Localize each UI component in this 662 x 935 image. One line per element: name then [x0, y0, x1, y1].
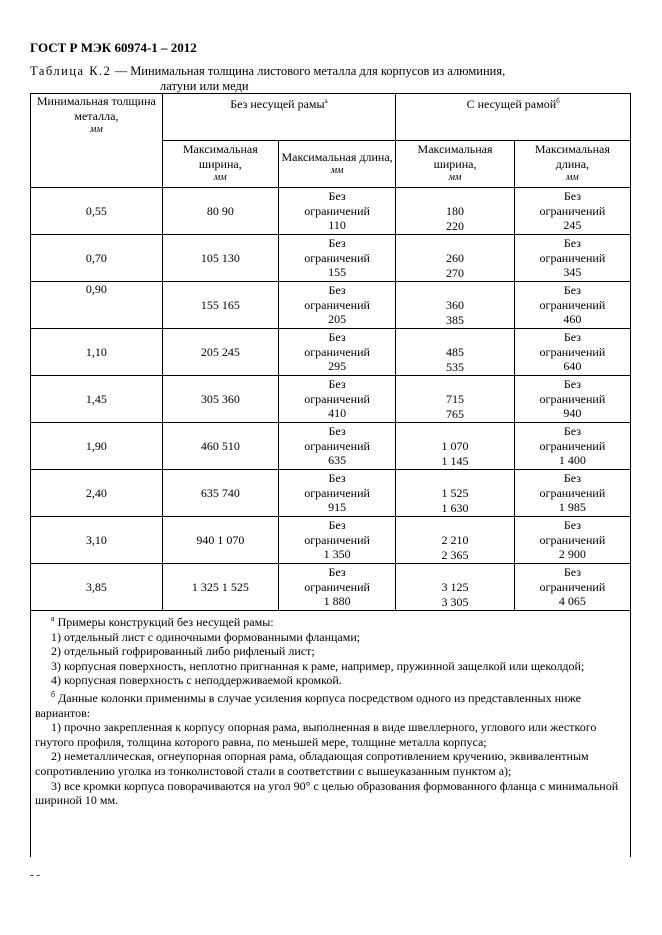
thickness-cell — [31, 517, 163, 564]
length-frame-cell — [514, 564, 630, 611]
col-header-max-width-2 — [396, 141, 515, 188]
thickness-cell-text: 0,55 — [85, 203, 107, 218]
header-row-1 — [31, 94, 631, 141]
width-no-frame-cell-text: 940 1 070 — [196, 532, 245, 547]
table-row — [31, 188, 631, 235]
width-frame-cell-text: 1 525 — [441, 486, 469, 500]
length-frame-cell-text: 2 900 — [558, 547, 586, 562]
width-no-frame-cell-text: 1 325 1 525 — [191, 579, 249, 594]
width-frame-cell — [396, 517, 515, 564]
length-no-frame-cell-text: ограничений — [304, 297, 370, 312]
group-without-label: Без несущей рамы — [230, 97, 325, 111]
length-no-frame-cell-text: 1 880 — [323, 594, 351, 609]
thickness-cell — [31, 423, 163, 470]
length-no-frame-cell-text: 915 — [328, 500, 347, 515]
length-frame-cell-text: Без — [563, 565, 581, 580]
group-with-label: С несущей рамой — [466, 97, 557, 111]
width-frame-cell — [396, 282, 515, 329]
length-no-frame-cell-text: ограничений — [304, 250, 370, 265]
thickness-cell — [31, 470, 163, 517]
thickness-cell-text: 0,90 — [85, 282, 107, 296]
thickness-cell — [31, 329, 163, 376]
caption-title-line2: латуни или меди — [160, 79, 249, 93]
length-no-frame-cell-text: Без — [328, 471, 346, 486]
table-row — [31, 564, 631, 611]
width-frame-cell-text: 3 305 — [441, 594, 469, 609]
length-frame-cell — [514, 517, 630, 564]
footnote-mark-b: б — [556, 97, 560, 105]
width-frame-cell — [396, 423, 515, 470]
thickness-cell-text: 2,40 — [85, 485, 107, 500]
width-frame-cell-text: 360 — [446, 298, 465, 312]
thickness-cell — [31, 376, 163, 423]
width-no-frame-cell-text: 80 90 — [206, 203, 234, 218]
length-no-frame-cell-text: ограничений — [304, 579, 370, 594]
width-frame-cell-text: 1 145 — [441, 453, 469, 468]
footnote-a-item-3: 3) корпусная поверхность, неплотно пригнанная к раме, например, пружинной защелкой или щеколдой; — [51, 658, 585, 673]
length-no-frame-cell-text: ограничений — [304, 344, 370, 359]
width-no-frame-cell-text: 460 510 — [200, 438, 240, 453]
length-frame-cell — [514, 423, 630, 470]
footnote-b-mark: б — [51, 689, 56, 699]
length-no-frame-cell-text: ограничений — [304, 438, 370, 453]
length-frame-cell — [514, 470, 630, 517]
width-frame-cell-text: 1 630 — [441, 500, 469, 515]
length-no-frame-cell-text: 635 — [328, 453, 347, 468]
length-no-frame-cell-text: ограничений — [304, 203, 370, 218]
length-frame-cell-text: Без — [563, 236, 581, 251]
table-footnotes — [30, 609, 631, 857]
width-frame-cell-text: 385 — [446, 312, 465, 327]
width-frame-cell-text: 2 210 — [441, 533, 469, 547]
length-no-frame-cell-text: Без — [328, 518, 346, 533]
width-no-frame-cell-text: 205 245 — [200, 344, 240, 359]
length-no-frame-cell-text: 1 350 — [323, 547, 351, 562]
thickness-cell — [31, 188, 163, 235]
length-no-frame-cell-text: ограничений — [304, 391, 370, 406]
length-no-frame-cell-text: Без — [328, 377, 346, 392]
length-no-frame-cell — [278, 564, 395, 611]
table-number: Таблица К.2 — [30, 64, 112, 78]
table-row — [31, 376, 631, 423]
length-frame-cell — [514, 188, 630, 235]
length-frame-cell-text: 640 — [563, 359, 582, 374]
length-no-frame-cell-text: ограничений — [304, 485, 370, 500]
unit-label: мм — [330, 165, 344, 176]
width-frame-cell-text: 180 — [446, 204, 465, 218]
width-no-frame-cell — [162, 376, 278, 423]
length-frame-cell — [514, 282, 630, 329]
width-frame-cell — [396, 564, 515, 611]
length-frame-cell-text: ограничений — [539, 438, 606, 453]
table-row — [31, 470, 631, 517]
width-no-frame-cell-text: 305 360 — [200, 391, 240, 406]
length-frame-cell-text: ограничений — [539, 203, 606, 218]
width-no-frame-cell — [162, 188, 278, 235]
footnote-b — [35, 688, 626, 720]
width-frame-cell-text: 260 — [446, 251, 465, 265]
width-no-frame-cell — [162, 329, 278, 376]
max-length-label: Максимальная длина, — [534, 142, 610, 171]
length-frame-cell-text: Без — [563, 424, 581, 439]
length-no-frame-cell-text: Без — [328, 565, 346, 580]
width-frame-cell-text: 485 — [446, 345, 465, 359]
length-frame-cell-text: 1 985 — [558, 500, 586, 515]
width-frame-cell-text: 765 — [446, 406, 465, 421]
width-no-frame-cell — [162, 517, 278, 564]
length-no-frame-cell — [278, 329, 395, 376]
length-frame-cell-text: Без — [563, 189, 581, 204]
length-no-frame-cell — [278, 188, 395, 235]
length-no-frame-cell-text: Без — [328, 189, 346, 204]
table-row — [31, 423, 631, 470]
length-no-frame-cell-text: 110 — [328, 218, 346, 233]
length-frame-cell-text: Без — [563, 518, 581, 533]
width-no-frame-cell — [162, 423, 278, 470]
width-frame-cell-text: 715 — [446, 392, 465, 406]
thickness-table — [30, 93, 631, 611]
width-no-frame-cell-text: 105 130 — [200, 250, 240, 265]
length-frame-cell-text: ограничений — [539, 485, 606, 500]
width-frame-cell — [396, 235, 515, 282]
footnote-b-item-1: 1) прочно закрепленная к корпусу опорная рама, выполненная в виде швеллерного, углового или жесткого гнутого профиля, толщина которого равна, по меньшей мере, толщине металла корпуса; — [35, 720, 597, 749]
length-frame-cell-text: Без — [563, 330, 581, 345]
length-frame-cell-text: ограничений — [539, 391, 606, 406]
length-frame-cell-text: 345 — [563, 265, 582, 280]
max-length-label: Максимальная длина, — [281, 149, 393, 164]
width-no-frame-cell — [162, 470, 278, 517]
footnote-b-item-3: 3) все кромки корпуса поворачиваются на угол 90° с целью образования формованного фланца с минимальной шириной 10 мм. — [35, 778, 619, 808]
width-no-frame-cell-text: 635 740 — [200, 485, 240, 500]
unit-label: мм — [89, 124, 103, 135]
thickness-cell — [31, 564, 163, 611]
length-frame-cell-text: ограничений — [539, 532, 606, 547]
footnote-a-mark: а — [51, 614, 55, 623]
length-frame-cell-text: Без — [563, 377, 581, 392]
length-frame-cell-text: ограничений — [539, 344, 606, 359]
length-frame-cell — [514, 329, 630, 376]
width-no-frame-cell-text: 155 165 — [200, 297, 240, 312]
length-no-frame-cell — [278, 470, 395, 517]
thickness-cell-text: 1,45 — [85, 391, 107, 406]
length-frame-cell-text: Без — [563, 471, 581, 486]
length-no-frame-cell-text: ограничений — [304, 532, 370, 547]
thickness-cell-text: 3,85 — [85, 579, 107, 594]
footnote-mark-a: а — [324, 97, 328, 105]
length-no-frame-cell-text: 155 — [328, 265, 347, 280]
caption-dash: — — [114, 64, 128, 78]
length-frame-cell-text: 4 065 — [558, 594, 586, 609]
col-header-max-length-1 — [278, 141, 395, 188]
length-no-frame-cell-text: Без — [328, 236, 346, 251]
length-no-frame-cell-text: Без — [328, 283, 346, 298]
caption-title-line1: Минимальная толщина листового металла для корпусов из алюминия, — [130, 64, 506, 78]
width-frame-cell-text: 3 125 — [441, 580, 469, 594]
table-caption — [30, 64, 630, 94]
table-row — [31, 235, 631, 282]
length-no-frame-cell — [278, 282, 395, 329]
thickness-cell-text: 1,90 — [85, 438, 107, 453]
thickness-cell — [31, 282, 163, 329]
length-frame-cell-text: 940 — [563, 406, 582, 421]
length-frame-cell — [514, 235, 630, 282]
footnote-b-item-2: 2) неметаллическая, огнеупорная опорная рама, обладающая сопротивлением кручению, эквивалентным сопротивлению уголка из тонколистовой стали в соответствии с вышеуказанным пунктом а); — [35, 749, 589, 778]
table-row — [31, 329, 631, 376]
width-frame-cell-text: 535 — [446, 359, 465, 374]
length-frame-cell-text: ограничений — [539, 579, 606, 594]
length-no-frame-cell-text: 205 — [328, 312, 347, 327]
thickness-cell — [31, 235, 163, 282]
width-no-frame-cell — [162, 282, 278, 329]
width-no-frame-cell — [162, 564, 278, 611]
group-header-with-frame — [396, 94, 631, 141]
length-frame-cell-text: 245 — [563, 218, 582, 233]
footnote-a-item-4: 4) корпусная поверхность с неподдерживаемой кромкой. — [51, 673, 342, 688]
length-frame-cell-text: ограничений — [539, 297, 606, 312]
length-no-frame-cell — [278, 517, 395, 564]
footnote-a — [35, 612, 626, 630]
length-frame-cell-text: 1 400 — [558, 453, 586, 468]
length-no-frame-cell-text: Без — [328, 424, 346, 439]
thickness-cell-text: 1,10 — [85, 344, 107, 359]
length-frame-cell-text: Без — [563, 283, 581, 298]
length-no-frame-cell-text: 410 — [328, 406, 347, 421]
col-header-thickness — [31, 94, 163, 188]
length-no-frame-cell — [278, 235, 395, 282]
width-frame-cell — [396, 376, 515, 423]
length-frame-cell — [514, 376, 630, 423]
unit-label: мм — [448, 172, 462, 184]
width-frame-cell-text: 2 365 — [441, 547, 469, 562]
width-frame-cell — [396, 470, 515, 517]
width-frame-cell-text: 1 070 — [441, 439, 469, 453]
footnote-a-item-1: 1) отдельный лист с одиночными формованными фланцами; — [51, 629, 361, 644]
footnote-a-item-2: 2) отдельный гофрированный либо рифленый лист; — [51, 644, 315, 659]
max-width-label: Максимальная ширина, — [182, 142, 258, 171]
length-frame-cell-text: 460 — [563, 312, 582, 327]
length-no-frame-cell-text: Без — [328, 330, 346, 345]
unit-label: мм — [566, 172, 579, 184]
width-frame-cell-text: 220 — [446, 218, 465, 233]
group-header-without-frame — [162, 94, 396, 141]
length-no-frame-cell — [278, 423, 395, 470]
length-no-frame-cell-text: 295 — [328, 359, 347, 374]
table-row — [31, 517, 631, 564]
thickness-label: Минимальная толщина металла, — [36, 94, 156, 123]
col-header-max-length-2 — [514, 141, 630, 188]
width-no-frame-cell — [162, 235, 278, 282]
page-footer: - - — [30, 869, 41, 881]
document-header: ГОСТ Р МЭК 60974-1 – 2012 — [30, 40, 197, 55]
length-frame-cell-text: ограничений — [539, 250, 606, 265]
thickness-cell-text: 0,70 — [85, 250, 107, 265]
table-row — [31, 282, 631, 329]
footnote-b-title: Данные колонки применимы в случае усиления корпуса посредством одного из представленных ниже вариантов: — [35, 690, 581, 720]
thickness-cell-text: 3,10 — [85, 532, 107, 547]
width-frame-cell — [396, 329, 515, 376]
length-no-frame-cell — [278, 376, 395, 423]
max-width-label: Максимальная ширина, — [417, 142, 493, 171]
unit-label: мм — [213, 172, 227, 184]
footnote-a-title: Примеры конструкций без несущей рамы: — [57, 615, 274, 629]
width-frame-cell-text: 270 — [446, 265, 465, 280]
col-header-max-width-1 — [162, 141, 278, 188]
width-frame-cell — [396, 188, 515, 235]
